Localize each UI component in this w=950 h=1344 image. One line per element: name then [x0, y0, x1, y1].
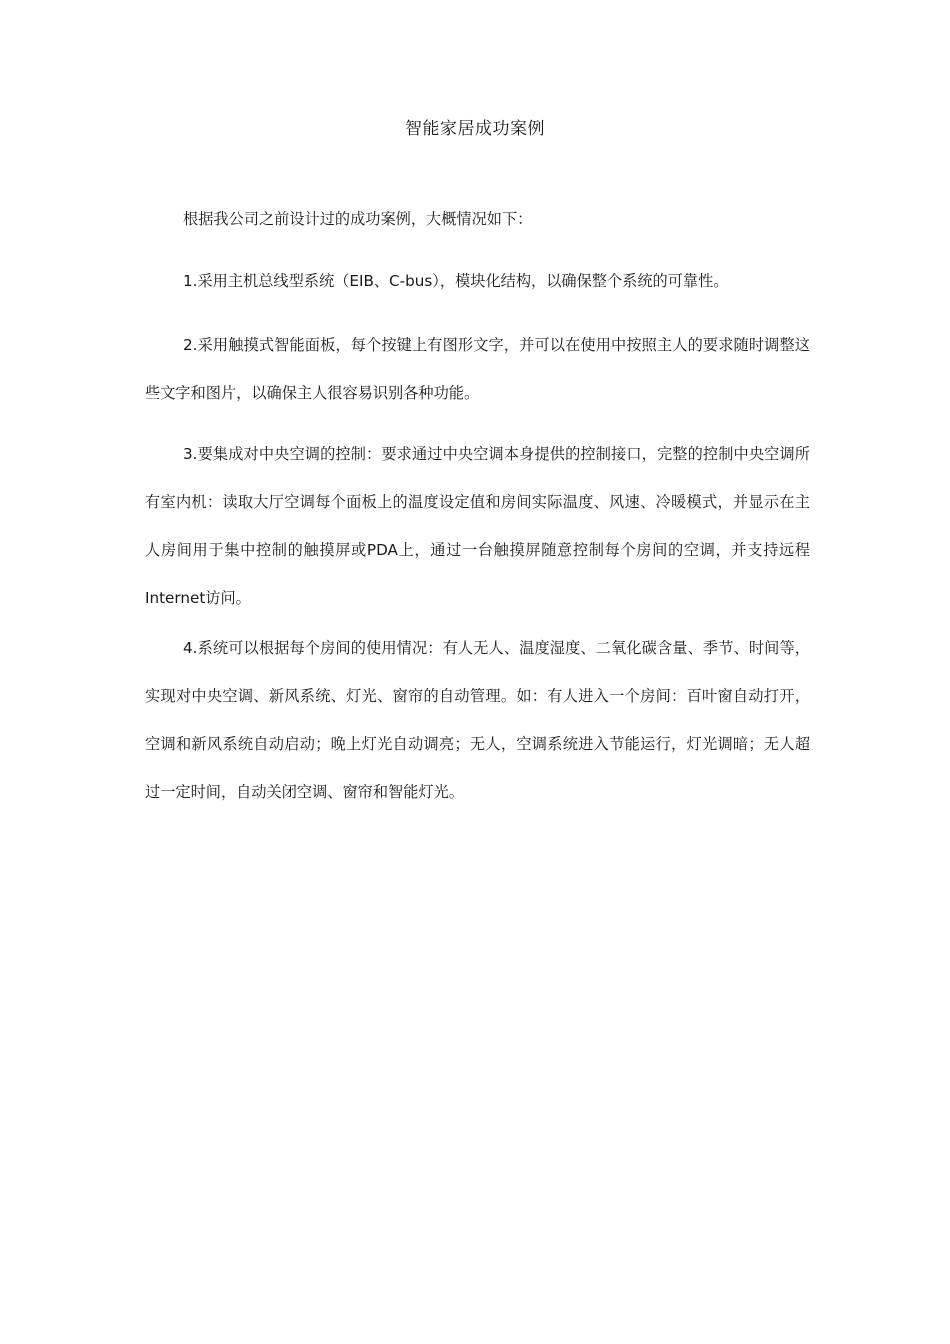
document-title: 智能家居成功案例	[405, 119, 545, 139]
paragraph-item-1: 1.采用主机总线型系统（EIB、C-bus），模块化结构，以确保整个系统的可靠性。	[183, 272, 729, 290]
paragraph-item-4: 4.系统可以根据每个房间的使用情况：有人无人、温度湿度、二氧化碳含量、季节、时间等，实现对中央空调、新风系统、灯光、窗帘的自动管理。如：有人进入一个房间：百叶窗自动打开，空调和新风系统自动启动；晚上灯光自动调亮；无人，空调系统进入节能运行，灯光调暗；无人超过一定时间，自动关闭空调、窗帘和智能灯光。	[145, 639, 810, 801]
paragraph-item-2: 2.采用触摸式智能面板，每个按键上有图形文字，并可以在使用中按照主人的要求随时调整这些文字和图片，以确保主人很容易识别各种功能。	[145, 336, 810, 402]
paragraph-item-3: 3.要集成对中央空调的控制：要求通过中央空调本身提供的控制接口，完整的控制中央空调所有室内机：读取大厅空调每个面板上的温度设定值和房间实际温度、风速、冷暖模式，并显示在主人房间用于集中控制的触摸屏或PDA上，通过一台触摸屏随意控制每个房间的空调，并支持远程Internet访问。	[145, 445, 810, 607]
intro-paragraph: 根据我公司之前设计过的成功案例，大概情况如下：	[183, 210, 533, 228]
